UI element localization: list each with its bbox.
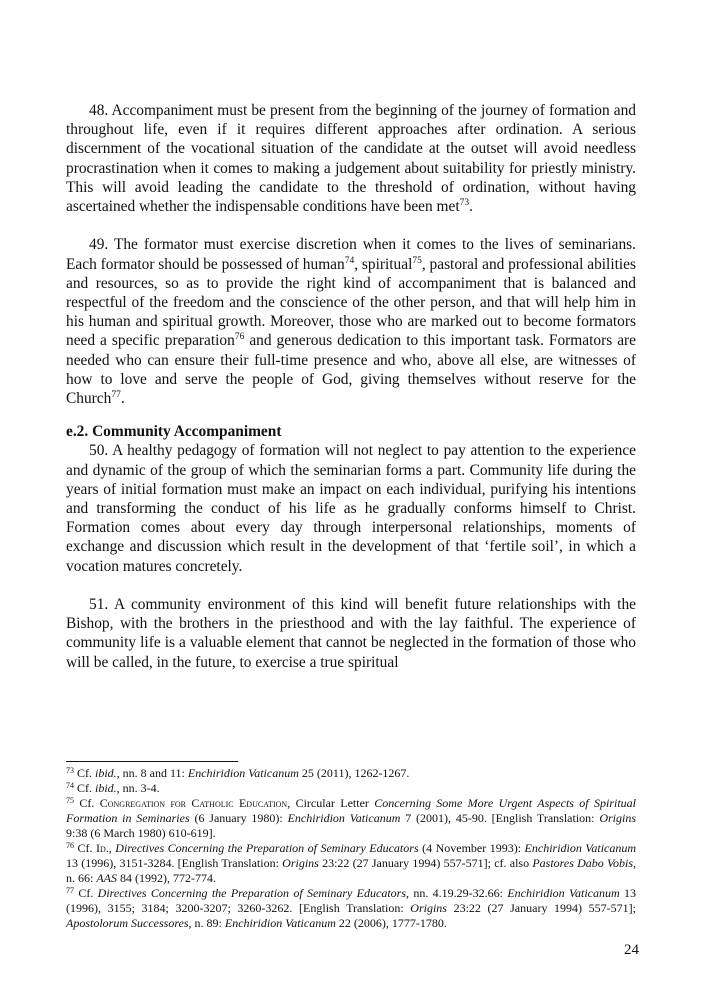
footnote-text: , nn. 8 and 11: bbox=[116, 766, 188, 780]
paragraph-48 bbox=[66, 101, 636, 216]
footnote-number: 74 bbox=[66, 781, 74, 790]
footnote-text: 7 (2001), 45-90. [English Translation: bbox=[400, 811, 600, 825]
footnote-ref-75[interactable]: 75 bbox=[412, 255, 422, 266]
footnote-text: 23:22 (27 January 1994) 557-571]; cf. also bbox=[318, 856, 533, 870]
footnote-italic: Directives Concerning the Preparation of Seminary Educators bbox=[97, 886, 407, 900]
paragraph-49-text-3: , pastoral and professional abilities and resources, so as to provide the right kind of accompaniment that is balanced and respectful of the freedom and the conscience of the other person, and that will help him in his human and spiritual growth. Moreover, those who are marked out to become formators need a specific preparation bbox=[66, 255, 636, 350]
footnote-ref-74[interactable]: 74 bbox=[344, 255, 355, 266]
footnote-text: 13 (1996), 3155; 3184; 3200-3207; 3260-3262. [English Translation: bbox=[66, 886, 636, 915]
footnote-text: 13 (1996), 3151-3284. [English Translation: bbox=[66, 856, 283, 870]
footnote-divider bbox=[66, 761, 238, 762]
footnote-number: 77 bbox=[66, 886, 74, 895]
footnote-italic: Enchiridion Vaticanum bbox=[224, 916, 336, 930]
footnote-text: , nn. 3-4. bbox=[116, 781, 160, 795]
footnote-italic: Enchiridion Vaticanum bbox=[524, 841, 637, 855]
footnote-italic: Concerning Some More Urgent Aspects of Spiritual Formation in Seminaries bbox=[66, 796, 637, 825]
footnote-italic: Pastores Dabo Vobis bbox=[532, 856, 633, 870]
footnote-74 bbox=[66, 781, 636, 796]
footnote-text: (4 November 1993): bbox=[418, 841, 525, 855]
footnote-73 bbox=[66, 766, 636, 781]
footnote-italic: AAS bbox=[96, 871, 118, 885]
footnote-number: 75 bbox=[66, 796, 74, 805]
footnote-italic: Enchiridion Vaticanum bbox=[187, 766, 299, 780]
footnote-number: 73 bbox=[66, 766, 74, 775]
footnote-italic: Origins bbox=[410, 901, 447, 915]
footnote-smallcaps: Id. bbox=[96, 841, 109, 855]
footnote-text: Cf. bbox=[77, 766, 95, 780]
page-number: 24 bbox=[624, 942, 639, 958]
paragraph-48-end: . bbox=[469, 198, 473, 216]
footnote-italic: Enchiridion Vaticanum bbox=[287, 811, 401, 825]
footnote-text: , bbox=[108, 841, 116, 855]
footnote-italic: Enchiridion Vaticanum bbox=[507, 886, 620, 900]
footnote-text: Cf. bbox=[77, 781, 95, 795]
footnote-text: 9:38 (6 March 1980) 610-619]. bbox=[66, 826, 216, 840]
footnote-italic: ibid. bbox=[95, 781, 117, 795]
paragraph-51: 51. A community environment of this kind will benefit future relationships with the Bishop, with the brothers in the priesthood and with the lay faithful. The experience of community life is a valuable element that cannot be neglected in the formation of those who will be called, in the future, to exercise a true spiritual bbox=[66, 596, 636, 671]
footnote-75 bbox=[66, 796, 636, 841]
footnote-smallcaps: Congregation for Catholic Education bbox=[99, 796, 288, 810]
document-body bbox=[66, 101, 636, 672]
footnote-number: 76 bbox=[66, 841, 74, 850]
footnote-text: , n. 89: bbox=[188, 916, 225, 930]
footnote-italic: Origins bbox=[282, 856, 319, 870]
footnote-text: 23:22 (27 January 1994) 557-571]; bbox=[446, 901, 636, 915]
footnote-text: , nn. 4.19.29-32.66: bbox=[406, 886, 508, 900]
footnote-italic: Directives Concerning the Preparation of Seminary Educators bbox=[115, 841, 419, 855]
paragraph-49 bbox=[66, 235, 636, 408]
footnote-text: (6 January 1980): bbox=[189, 811, 288, 825]
footnote-italic: Apostolorum Successores bbox=[66, 916, 189, 930]
footnote-77 bbox=[66, 886, 636, 931]
paragraph-49-text-4: and generous dedication to this important task. Formators are needed who can ensure their full-time presence and who, above all else, are witnesses of how to love and serve the people of God, giving themselves without reserve for the Church bbox=[66, 332, 636, 408]
paragraph-49-end: . bbox=[120, 390, 125, 408]
section-heading: e.2. Community Accompaniment bbox=[66, 423, 282, 441]
footnote-ref-76[interactable]: 76 bbox=[234, 332, 245, 343]
footnote-text: 22 (2006), 1777-1780. bbox=[335, 916, 447, 930]
paragraph-49-text-1: 49. The formator must exercise discretion when it comes to the lives of seminarians. Each formator should be possessed of human bbox=[66, 236, 636, 273]
footnote-text: 25 (2011), 1262-1267. bbox=[298, 766, 410, 780]
footnote-text: Cf. bbox=[78, 886, 98, 900]
footnote-ref-73[interactable]: 73 bbox=[459, 198, 470, 209]
paragraph-50: 50. A healthy pedagogy of formation will not neglect to pay attention to the experience and dynamic of the group of which the seminarian forms a part. Community life during the years of initial formation must make an impact on each individual, purifying his intentions and transforming the conduct of his life as he gradually conforms himself to Christ. Formation comes about every day through interpersonal relationships, moments of exchange and discussion which result in the development of that ‘fertile soil’, in which a vocation matures concretely. bbox=[66, 442, 636, 575]
footnote-italic: Origins bbox=[599, 811, 636, 825]
footnotes-section bbox=[66, 761, 636, 931]
paragraph-49-text-2: , spiritual bbox=[354, 255, 413, 273]
footnote-text: Cf. bbox=[79, 796, 100, 810]
footnote-text: , n. 66: bbox=[66, 856, 636, 885]
footnote-76 bbox=[66, 841, 636, 886]
footnote-text: Cf. bbox=[77, 841, 96, 855]
footnote-italic: ibid. bbox=[95, 766, 117, 780]
footnote-text: 84 (1992), 772-774. bbox=[117, 871, 217, 885]
paragraph-48-text: 48. Accompaniment must be present from the beginning of the journey of formation and throughout life, even if it requires different approaches after ordination. A serious discernment of the vocational situation of the candidate at the outset will avoid needless procrastination when it comes to making a judgement about suitability for priestly ministry. This will avoid leading the candidate to the threshold of ordination, without having ascertained whether the indispensable conditions have been met bbox=[66, 102, 636, 216]
footnote-text: , Circular Letter bbox=[287, 796, 375, 810]
footnote-ref-77[interactable]: 77 bbox=[111, 390, 121, 401]
